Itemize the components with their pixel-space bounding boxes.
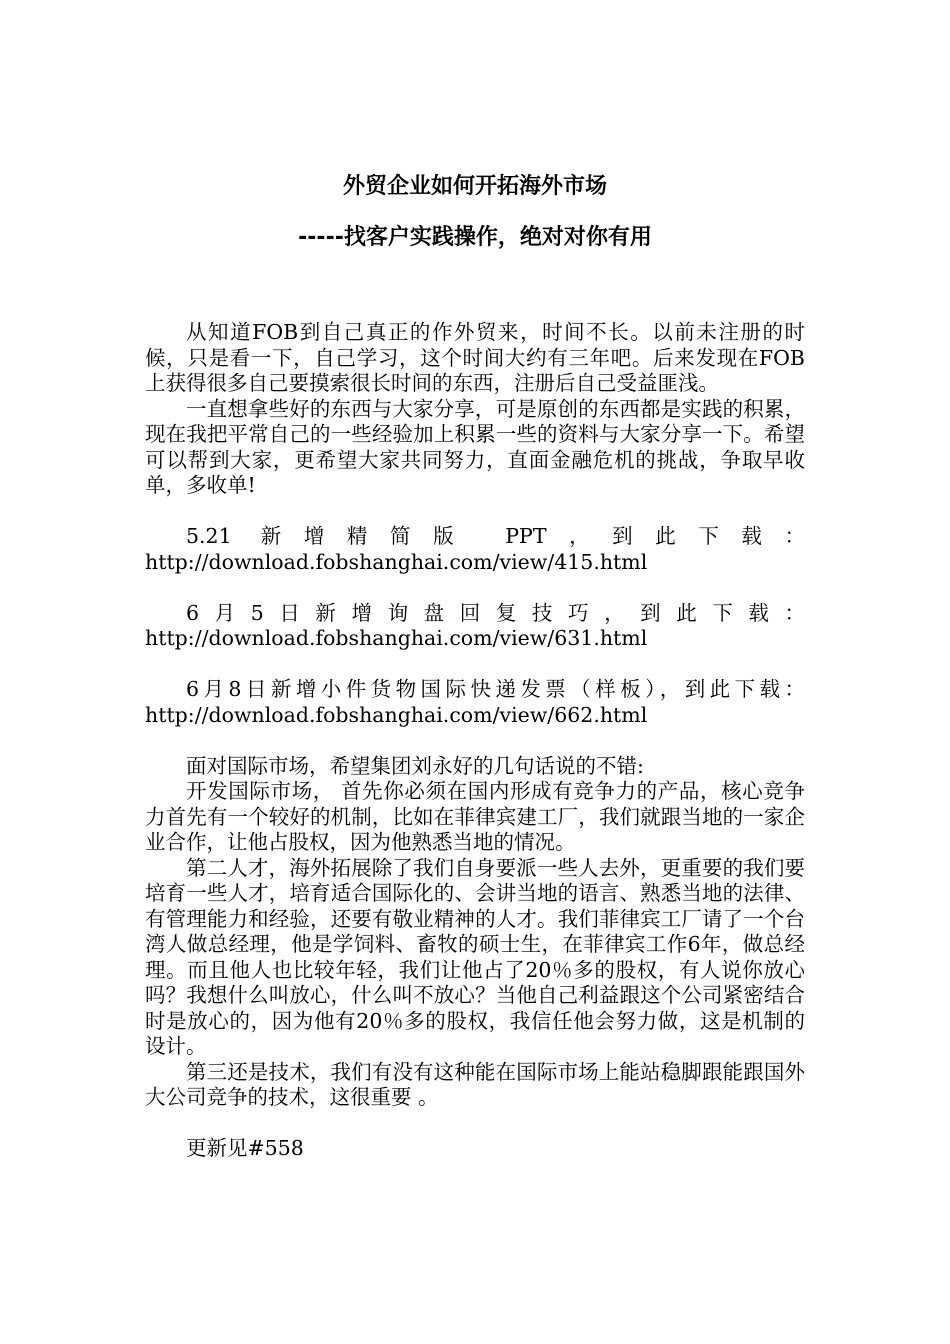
paragraph-quote-intro: 面对国际市场，希望集团刘永好的几句话说的不错: <box>186 753 644 778</box>
document-title: 外贸企业如何开拓海外市场 <box>342 174 607 199</box>
paragraph-update: 更新见#558 <box>186 1136 304 1160</box>
paragraph-intro: 从知道FOB到自己真正的作外贸来，时间不长。以前未注册的时候，只是看一下，自己学习，这个时间大约有三年吧。后来发现在FOB上获得很多自己要摸索很长时间的东西，注册后自己受益匪浅。 <box>145 320 805 395</box>
paragraph-invoice-download: 6月8日新增小件货物国际快递发票（样板），到此下载：http://download.fobshanghai.com/view/662.html <box>145 677 805 727</box>
paragraph-talent: 第二人才，海外拓展除了我们自身要派一些人去外，更重要的我们要培育一些人才，培育适合国际化的、会讲当地的语言、熟悉当地的法律、有管理能力和经验，还要有敬业精神的人才。我们菲律宾工厂请了一个台湾人做总经理，他是学饲料、畜牧的硕士生，在菲律宾工作6年，做总经理。而且他人也比较年轻，我们让他占了20％多的股权，有人说你放心吗？我想什么叫放心，什么叫不放心？当他自己利益跟这个公司紧密结合时是放心的，因为他有20％多的股权，我信任他会努力做，这是机制的设计。 <box>145 855 805 1058</box>
document-subtitle: -----找客户实践操作，绝对对你有用 <box>298 225 652 250</box>
paragraph-market: 开发国际市场， 首先你必须在国内形成有竞争力的产品，核心竞争力首先有一个较好的机制，比如在菲律宾建工厂，我们就跟当地的一家企业合作，让他占股权，因为他熟悉当地的情况。 <box>145 779 805 854</box>
paragraph-technology: 第三还是技术，我们有没有这种能在国际市场上能站稳脚跟能跟国外大公司竞争的技术，这很重要 。 <box>145 1059 805 1109</box>
paragraph-share: 一直想拿些好的东西与大家分享，可是原创的东西都是实践的积累，现在我把平常自己的一些经验加上积累一些的资料与大家分享一下。希望可以帮到大家，更希望大家共同努力，直面金融危机的挑战，争取早收单，多收单! <box>145 396 805 497</box>
paragraph-ppt-download: 5.21 新增精简版 PPT，到此下载：http://download.fobshanghai.com/view/415.html <box>145 524 805 574</box>
paragraph-inquiry-download: 6月5日新增询盘回复技巧，到此下载：http://download.fobshanghai.com/view/631.html <box>145 600 805 650</box>
document-body <box>145 320 805 1162</box>
